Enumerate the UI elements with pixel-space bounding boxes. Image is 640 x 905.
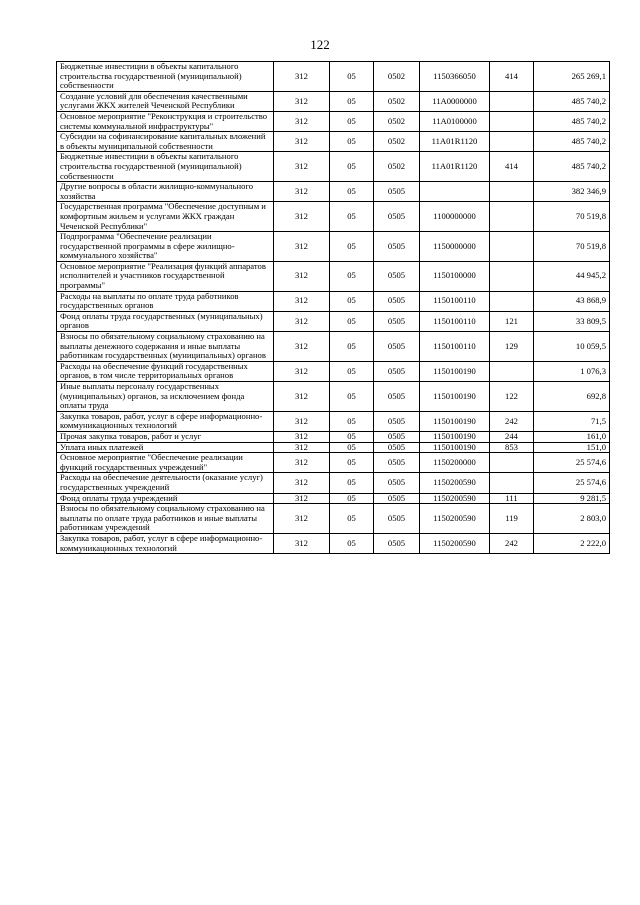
cell-grbs: 312 xyxy=(274,504,330,534)
cell-vr: 111 xyxy=(490,493,534,504)
cell-grbs: 312 xyxy=(274,182,330,202)
cell-vr: 244 xyxy=(490,431,534,442)
cell-csr: 1150100110 xyxy=(420,311,490,331)
cell-sum: 382 346,9 xyxy=(534,182,610,202)
cell-grbs: 312 xyxy=(274,91,330,111)
cell-vr: 242 xyxy=(490,533,534,553)
table-row xyxy=(57,382,610,412)
cell-sum: 44 945,2 xyxy=(534,261,610,291)
cell-sum: 25 574,6 xyxy=(534,473,610,493)
cell-name: Субсидии на софинансирование капитальных вложений в объекты муниципальной собственности xyxy=(57,132,274,152)
cell-csr: 11А0100000 xyxy=(420,111,490,131)
table-row xyxy=(57,132,610,152)
cell-pr: 0502 xyxy=(374,111,420,131)
cell-rz: 05 xyxy=(330,493,374,504)
cell-grbs: 312 xyxy=(274,62,330,92)
cell-csr: 1150100110 xyxy=(420,332,490,362)
cell-sum: 70 519,8 xyxy=(534,202,610,232)
cell-rz: 05 xyxy=(330,382,374,412)
cell-pr: 0505 xyxy=(374,442,420,453)
table-row xyxy=(57,453,610,473)
cell-rz: 05 xyxy=(330,533,374,553)
cell-grbs: 312 xyxy=(274,431,330,442)
cell-pr: 0505 xyxy=(374,411,420,431)
cell-sum: 2 803,0 xyxy=(534,504,610,534)
cell-csr: 1150200590 xyxy=(420,533,490,553)
cell-pr: 0505 xyxy=(374,504,420,534)
cell-rz: 05 xyxy=(330,311,374,331)
cell-name: Взносы по обязательному социальному страхованию на выплаты денежного содержания и иные выплаты работникам государственных (муниципальных) органов xyxy=(57,332,274,362)
table-row xyxy=(57,361,610,381)
cell-name: Создание условий для обеспечения качественными услугами ЖКХ жителей Чеченской Республики xyxy=(57,91,274,111)
table-row xyxy=(57,291,610,311)
cell-pr: 0505 xyxy=(374,232,420,262)
cell-grbs: 312 xyxy=(274,473,330,493)
cell-pr: 0505 xyxy=(374,182,420,202)
cell-sum: 161,0 xyxy=(534,431,610,442)
cell-rz: 05 xyxy=(330,431,374,442)
cell-name: Прочая закупка товаров, работ и услуг xyxy=(57,431,274,442)
table-row xyxy=(57,261,610,291)
table-row xyxy=(57,62,610,92)
cell-rz: 05 xyxy=(330,232,374,262)
cell-name: Уплата иных платежей xyxy=(57,442,274,453)
cell-rz: 05 xyxy=(330,202,374,232)
cell-pr: 0502 xyxy=(374,62,420,92)
cell-grbs: 312 xyxy=(274,152,330,182)
cell-pr: 0505 xyxy=(374,332,420,362)
cell-csr: 1150100190 xyxy=(420,442,490,453)
cell-csr: 1150200590 xyxy=(420,504,490,534)
cell-sum: 485 740,2 xyxy=(534,132,610,152)
cell-name: Бюджетные инвестиции в объекты капитального строительства государственной (муниципальной) собственности xyxy=(57,152,274,182)
table-row xyxy=(57,493,610,504)
cell-grbs: 312 xyxy=(274,493,330,504)
cell-sum: 43 868,9 xyxy=(534,291,610,311)
cell-grbs: 312 xyxy=(274,202,330,232)
table-row xyxy=(57,533,610,553)
cell-name: Иные выплаты персоналу государственных (муниципальных) органов, за исключением фонда оплаты труда xyxy=(57,382,274,412)
cell-sum: 70 519,8 xyxy=(534,232,610,262)
cell-grbs: 312 xyxy=(274,382,330,412)
cell-vr: 414 xyxy=(490,62,534,92)
cell-name: Фонд оплаты труда учреждений xyxy=(57,493,274,504)
table-row xyxy=(57,473,610,493)
page-number: 122 xyxy=(310,37,330,52)
cell-name: Закупка товаров, работ, услуг в сфере информационно-коммуникационных технологий xyxy=(57,411,274,431)
cell-sum: 692,8 xyxy=(534,382,610,412)
cell-name: Закупка товаров, работ, услуг в сфере информационно-коммуникационных технологий xyxy=(57,533,274,553)
table-row xyxy=(57,311,610,331)
cell-vr xyxy=(490,261,534,291)
cell-grbs: 312 xyxy=(274,232,330,262)
cell-pr: 0502 xyxy=(374,132,420,152)
cell-vr xyxy=(490,182,534,202)
cell-vr xyxy=(490,132,534,152)
cell-grbs: 312 xyxy=(274,411,330,431)
cell-name: Расходы на обеспечение функций государственных органов, в том числе территориальных органов xyxy=(57,361,274,381)
cell-sum: 10 059,5 xyxy=(534,332,610,362)
cell-vr xyxy=(490,91,534,111)
cell-csr: 1150100190 xyxy=(420,431,490,442)
cell-csr: 1150366050 xyxy=(420,62,490,92)
cell-rz: 05 xyxy=(330,291,374,311)
cell-csr xyxy=(420,182,490,202)
table-row xyxy=(57,504,610,534)
cell-rz: 05 xyxy=(330,361,374,381)
cell-sum: 485 740,2 xyxy=(534,152,610,182)
cell-csr: 1150100190 xyxy=(420,411,490,431)
cell-rz: 05 xyxy=(330,132,374,152)
cell-grbs: 312 xyxy=(274,311,330,331)
cell-vr: 122 xyxy=(490,382,534,412)
cell-sum: 265 269,1 xyxy=(534,62,610,92)
cell-rz: 05 xyxy=(330,473,374,493)
cell-pr: 0505 xyxy=(374,493,420,504)
cell-grbs: 312 xyxy=(274,132,330,152)
cell-rz: 05 xyxy=(330,91,374,111)
cell-rz: 05 xyxy=(330,411,374,431)
cell-grbs: 312 xyxy=(274,361,330,381)
cell-vr: 853 xyxy=(490,442,534,453)
cell-pr: 0505 xyxy=(374,311,420,331)
cell-name: Фонд оплаты труда государственных (муниципальных) органов xyxy=(57,311,274,331)
cell-sum: 2 222,0 xyxy=(534,533,610,553)
cell-csr: 1150200590 xyxy=(420,473,490,493)
table-row xyxy=(57,442,610,453)
table-row xyxy=(57,411,610,431)
cell-pr: 0505 xyxy=(374,453,420,473)
cell-rz: 05 xyxy=(330,182,374,202)
cell-grbs: 312 xyxy=(274,453,330,473)
cell-vr: 129 xyxy=(490,332,534,362)
cell-name: Основное мероприятие "Обеспечение реализации функций государственных учреждений" xyxy=(57,453,274,473)
cell-csr: 1150100190 xyxy=(420,382,490,412)
cell-rz: 05 xyxy=(330,332,374,362)
cell-pr: 0505 xyxy=(374,261,420,291)
cell-vr: 242 xyxy=(490,411,534,431)
cell-sum: 1 076,3 xyxy=(534,361,610,381)
table-row xyxy=(57,91,610,111)
cell-grbs: 312 xyxy=(274,291,330,311)
cell-name: Расходы на выплаты по оплате труда работников государственных органов xyxy=(57,291,274,311)
cell-grbs: 312 xyxy=(274,261,330,291)
cell-pr: 0505 xyxy=(374,291,420,311)
cell-vr xyxy=(490,232,534,262)
cell-grbs: 312 xyxy=(274,533,330,553)
cell-csr: 1150200590 xyxy=(420,493,490,504)
cell-csr: 1150200000 xyxy=(420,453,490,473)
cell-pr: 0502 xyxy=(374,152,420,182)
cell-pr: 0505 xyxy=(374,361,420,381)
table-row xyxy=(57,182,610,202)
cell-rz: 05 xyxy=(330,261,374,291)
cell-rz: 05 xyxy=(330,111,374,131)
cell-sum: 33 809,5 xyxy=(534,311,610,331)
table-row xyxy=(57,431,610,442)
cell-csr: 11А01R1120 xyxy=(420,132,490,152)
cell-rz: 05 xyxy=(330,453,374,473)
cell-csr: 11А01R1120 xyxy=(420,152,490,182)
cell-vr xyxy=(490,453,534,473)
budget-table xyxy=(56,61,610,554)
cell-csr: 1150000000 xyxy=(420,232,490,262)
cell-csr: 1100000000 xyxy=(420,202,490,232)
cell-sum: 9 281,5 xyxy=(534,493,610,504)
cell-grbs: 312 xyxy=(274,111,330,131)
cell-grbs: 312 xyxy=(274,442,330,453)
cell-rz: 05 xyxy=(330,504,374,534)
cell-sum: 71,5 xyxy=(534,411,610,431)
cell-vr xyxy=(490,473,534,493)
cell-vr: 414 xyxy=(490,152,534,182)
cell-name: Расходы на обеспечение деятельности (оказание услуг) государственных учреждений xyxy=(57,473,274,493)
cell-vr: 119 xyxy=(490,504,534,534)
cell-rz: 05 xyxy=(330,442,374,453)
table-row xyxy=(57,232,610,262)
cell-rz: 05 xyxy=(330,62,374,92)
cell-grbs: 312 xyxy=(274,332,330,362)
table-row xyxy=(57,202,610,232)
cell-name: Подпрограмма "Обеспечение реализации государственной программы в сфере жилищно-коммунального хозяйства" xyxy=(57,232,274,262)
cell-csr: 11А0000000 xyxy=(420,91,490,111)
cell-vr xyxy=(490,202,534,232)
cell-pr: 0505 xyxy=(374,202,420,232)
cell-name: Государственная программа "Обеспечение доступным и комфортным жильем и услугами ЖКХ граждан Чеченской Республики" xyxy=(57,202,274,232)
table-row xyxy=(57,332,610,362)
cell-csr: 1150100190 xyxy=(420,361,490,381)
cell-csr: 1150100000 xyxy=(420,261,490,291)
cell-pr: 0505 xyxy=(374,382,420,412)
cell-vr xyxy=(490,111,534,131)
cell-csr: 1150100110 xyxy=(420,291,490,311)
cell-vr: 121 xyxy=(490,311,534,331)
cell-pr: 0502 xyxy=(374,91,420,111)
cell-name: Основное мероприятие "Реконструкция и строительство системы коммунальной инфраструктуры" xyxy=(57,111,274,131)
cell-pr: 0505 xyxy=(374,431,420,442)
cell-name: Взносы по обязательному социальному страхованию на выплаты по оплате труда работников и иные выплаты работникам учреждений xyxy=(57,504,274,534)
cell-vr xyxy=(490,291,534,311)
table-row xyxy=(57,152,610,182)
cell-name: Бюджетные инвестиции в объекты капитального строительства государственной (муниципальной) собственности xyxy=(57,62,274,92)
cell-sum: 485 740,2 xyxy=(534,91,610,111)
cell-name: Другие вопросы в области жилищно-коммунального хозяйства xyxy=(57,182,274,202)
table-row xyxy=(57,111,610,131)
cell-sum: 25 574,6 xyxy=(534,453,610,473)
cell-sum: 151,0 xyxy=(534,442,610,453)
cell-vr xyxy=(490,361,534,381)
cell-pr: 0505 xyxy=(374,473,420,493)
cell-name: Основное мероприятие "Реализация функций аппаратов исполнителей и участников государственной программы" xyxy=(57,261,274,291)
cell-pr: 0505 xyxy=(374,533,420,553)
cell-rz: 05 xyxy=(330,152,374,182)
cell-sum: 485 740,2 xyxy=(534,111,610,131)
